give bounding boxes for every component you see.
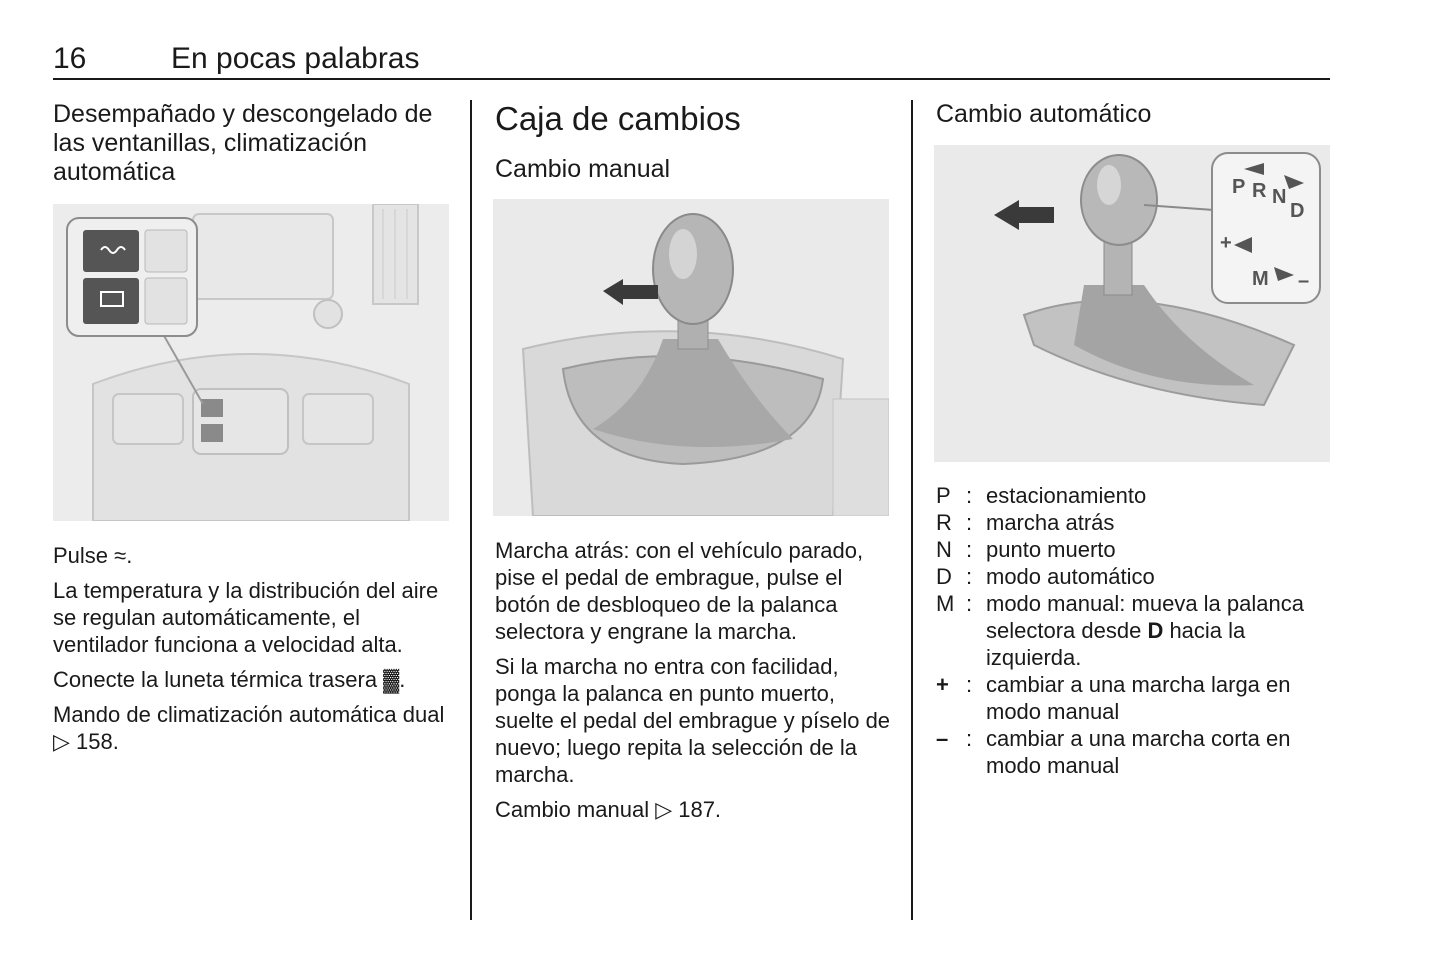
reference-arrow-icon: ▷ [655, 797, 673, 822]
gear-legend [936, 482, 1336, 779]
shift-pattern-label-minus: – [1298, 270, 1310, 292]
paragraph-auto-temp: La temperatura y la distribución del aire se regulan automáticamente, el ventilador funciona a velocidad alta. [53, 578, 439, 657]
paragraph-dual-climate: Mando de climatización automática dual ▷ 158. [53, 702, 445, 754]
column-divider [470, 100, 472, 920]
manual-gearbox-figure [493, 199, 889, 516]
column-automatic [936, 100, 1336, 778]
section-heading-defrost: Desempañado y descongelado de las ventanillas, climatización automática [53, 100, 433, 186]
page-number: 16 [53, 42, 87, 75]
section-heading-automatic: Cambio automático [936, 100, 1152, 128]
page-title: En pocas palabras [171, 42, 420, 75]
shift-pattern-label-p: P [1232, 176, 1246, 198]
paragraph-rear-window: Conecte la luneta térmica trasera ▓. [53, 667, 406, 692]
rear-window-heating-icon: ▓ [383, 667, 400, 692]
legend-row-d: D : modo automático [936, 564, 1155, 589]
paragraph-gear-engagement: Si la marcha no entra con facilidad, ponga la palanca en punto muerto, suelte el pedal del embrague y píselo de nuevo; luego repita la selección de la marcha. [495, 654, 891, 787]
column-gearbox [495, 100, 895, 822]
shift-pattern-label-r: R [1252, 180, 1267, 202]
legend-row-n: N : punto muerto [936, 537, 1116, 562]
legend-row-p: P : estacionamiento [936, 483, 1147, 508]
section-heading-gearbox: Caja de cambios [495, 100, 741, 137]
column-climate [53, 100, 453, 754]
manual-gear-lever-illustration [493, 199, 889, 516]
reference-arrow-icon: ▷ [53, 729, 70, 754]
legend-row-plus: + : cambiar a una marcha larga en modo manual [936, 672, 1291, 724]
page-header [53, 40, 1330, 80]
shift-pattern-label-n: N [1272, 186, 1287, 208]
automatic-gearbox-figure [934, 145, 1330, 462]
defrost-icon: ≈ [114, 543, 127, 568]
legend-row-m: M : modo manual: mueva la palanca selectora desde D hacia la izquierda. [936, 591, 1304, 670]
subheading-manual: Cambio manual [495, 155, 671, 183]
paragraph-manual-reference: Cambio manual ▷ 187. [495, 797, 722, 822]
legend-row-r: R : marcha atrás [936, 510, 1115, 535]
pulse-instruction: Pulse ≈. [53, 543, 133, 568]
paragraph-reverse-gear: Marcha atrás: con el vehículo parado, pise el pedal de embrague, pulse el botón de desbloqueo de la palanca selectora y engrane la marcha. [495, 538, 864, 644]
climate-control-illustration [53, 204, 449, 521]
climate-control-figure [53, 204, 449, 521]
shift-pattern-label-plus: + [1220, 232, 1232, 254]
legend-row-minus: – : cambiar a una marcha corta en modo manual [936, 726, 1291, 778]
shift-pattern-label-m: M [1252, 268, 1269, 290]
automatic-gear-lever-illustration [934, 145, 1330, 462]
shift-pattern-label-d: D [1290, 200, 1305, 222]
column-divider [911, 100, 913, 920]
